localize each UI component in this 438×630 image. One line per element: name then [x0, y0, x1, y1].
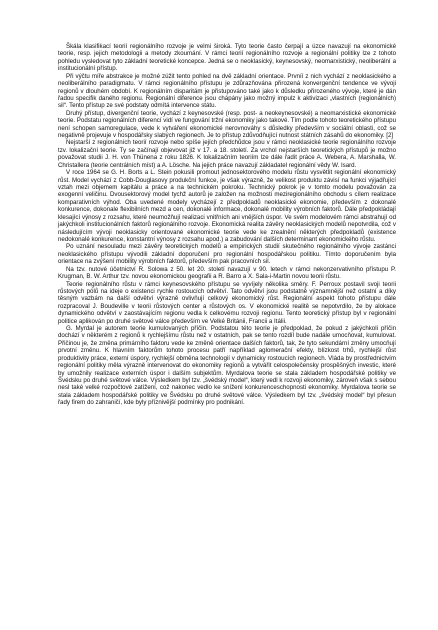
paragraph-2: Při výčtu míře abstrakce je možné zúžit tento pohled na dvě základní orientace. Prvníí z nich vychází z neoklasického a neoliberálního paradigmatu. V rámci regionálního přístupu je zdůrazňována přirozená konvergenční tendence ve vývoji regionů v dlouhém období. K regionálním disparitám je přistupováno také jako k důsledku přirozeného vývoje, které je dán řadou specifik daného regionu. Regionální diference jsou chápány jako možný impulz k aktivizaci „vlastních (regionálních) sil“. Tento přístup ze své podstaty odmítá intervence státu.: [58, 72, 396, 110]
paragraph-1: Škála klasifikací teorií regionálního rozvoje je velmi široká. Tyto teorie často čerpají a úzce navazují na ekonomické teorie, resp. jejich metodologii a metody zkoumání. V rámci teorií regionálního rozvoje a regionální politiky lze z tohoto pohledu vysledovat tyto základní teoretické koncepce. Jedná se o neoklasický, keynesovský, neomarxistický, neoliberální a institucionální přístup.: [58, 43, 396, 73]
paragraph-6: Po uznání nesouladu mezi závěry teoretických modelů a empirických studií skutečného regionálního vývoje zastánci neoklasického přístupu vývodili základní doporučení pro regionální hospodářskou politiku. Tímto doporučením byla orientace na zvýšení mobility výrobních faktorů, především pak pracovních sil.: [58, 243, 396, 266]
paragraph-7: Na tzv. nutové účetnictví R. Solowa z 50. let 20. století navazují v 90. letech v rámci nekonzervativního přístupu P. Krugman, B. W. Arthur tzv. novou ekonomickou geografii a R. Barro a X. Sala-i-Martin novou teorii růstu.: [58, 265, 396, 281]
paragraph-9: G. Myrdal je autorem teorie kumulovaných příčin. Podstatou této teorie je předpoklad, že pokud z jakýchkoli příčin dochází v některém z regionů k rychlejšímu růstu než v ostatních, pak se tento rozdíl bude nadále umocňovat, kumulovat. Přičinou je, že změna primárního faktoru vede ke změně orientace dalších faktorů, tak, že tyto sekundární změny umocňují prvotní změnu. K hlavním faktorům tohoto procesu patří například aglomerační efekty, blízkost trhů, rychlejší růst produktivity práce, externí úspory, rychlejší obměna technologií v dynamicky rostoucích regionech. Vláda by prostřednictvím regionální politiky měla výrazně intervenovat do ekonomiky regionů a vytvářit celospolečensky prospěšných investic, které by umožnily realizace externích úspor i dalším subjektům. Myrdalova teorie se stala základem hospodářské politiky ve Švédsku po druhé světové válce. Výsledkem byl tzv. „švédský model“, který vedl k rozvoji ekonomiky, zároveň však s sebou nesl také velké rozpočtové zatížení, což nakonec vedlo ke snížení konkurenceschopnosti ekonomiky. Myrdalova teorie se stala základem hospodářské politiky ve Švédsku po druhé světové válce. Výsledkem byl tzv. „švédský model“ byl přesun řady firem do zahraničí, kde byly příznivější podmínky pro podnikání.: [58, 325, 396, 407]
paragraph-4: Nejstarší z regionálních teorií rozvoje nebo spíše jejích předchůdce jsou v rámci neoklasické teorie regionálního rozvoje tzv. lokalizační teorie. Ty se začínají objevovat již v 17. a 18. století. Za vrchol nejstarších teoretických přístupů je možno považovat studii J. H. von Thünena z roku 1826. K lokalizačním teoriím lze dále řadit práce A. Webera, A. Marshalla, W. Christallera (teorie centrálních míst) a A. Lösche. Na jejich práce navazují základatel regionální vědy W. Isard.: [58, 139, 396, 169]
paragraph-8: Teorie regionálního růstu v rámci keynesovského přístupu se vyvíjely několika směry. F. Perroux postavil svoji teorii růstových pólů na ideje o existenci rychle rostoucích odvětví. Tato odvětví jsou podstatně významnější než ostatní a díky těsným vazbám na další odvětví výrazně ovlivňují celkový ekonomický růst. Regionální aspekt tohoto přístupu dále rozpracoval J. Boudeville v teorii růstových center a růstových os. V ekonomické realitě se nepotvrdilo, že by alokace dynamického odvětví v zaostávajícím regionu vedla k celkovému rozvoji regionu. Tento teoretický přístup byl v regionální politice aplikován po druhé světové válce především ve Velké Británii, Francii a Itálii.: [58, 280, 396, 325]
paragraph-5: V roce 1964 se G. H. Borts a L. Stein pokusili promout jednosektorového modelu růstu vysvětlit regionální ekonomický růst. Model vychází z Cobb-Douglasovy produkční funkce, je však výrazně, že velikost produktu závisí na funkci výjadřující vztah mezi objemem kapitálu a práce a na technickém pokroku. Technický pokrok je v tomto modelu považován za exogenní veličinu. Dvousektorový model tychž autorů je založen na možnosti meziregionálního obchodu s cílem realizace komparativních výhod. Oba uvedené modely vycházejí z předpokladů neoklasické ekonomie, především z dokonalé konkurence, dokonale flexibilních mezd a cen, dokonalé informace, dokonalé mobility výrobních faktorů. Dále předpokládají klesající výnosy z rozsahu, které neumožňují realizaci vnitřních ani vnějších úspor. Ve svém modelovém rámci abstrahují od jakýchkoli institucionálních faktorů regionálního rozvoje. Ekonomická realita závěry neoklasických modelů nepotvrdila, což v následujícím vývoji neoklasicky orientované ekonomické teorie vede ke zrealnění některých předpokladů (existence nedokonalé konkurence, konstantní výnosy z rozsahu apod.) a zabudování dalších determinant ekonomického růstu.: [58, 169, 396, 243]
paragraph-3: Druhý přístup, divergenční teorie, vychází z keynesovské (resp. post- a neokeynesovské) a neomarxistické ekonomické teorie. Podstatu regionálních diferencí vidí ve fungování tržní ekonomiky jako takové. Tím podle tohoto teoretického přístupu není schopen samoregulace, vede k vytváření ekonomické nerovnováhy s důsledky především v sociální oblasti, což se negativně projevuje v hospodářsky slabých regionech. Je to přístup zdůvodňující nutnost státních zásahů do ekonomiky. [2]: [58, 109, 396, 140]
document-page: [58, 43, 396, 407]
